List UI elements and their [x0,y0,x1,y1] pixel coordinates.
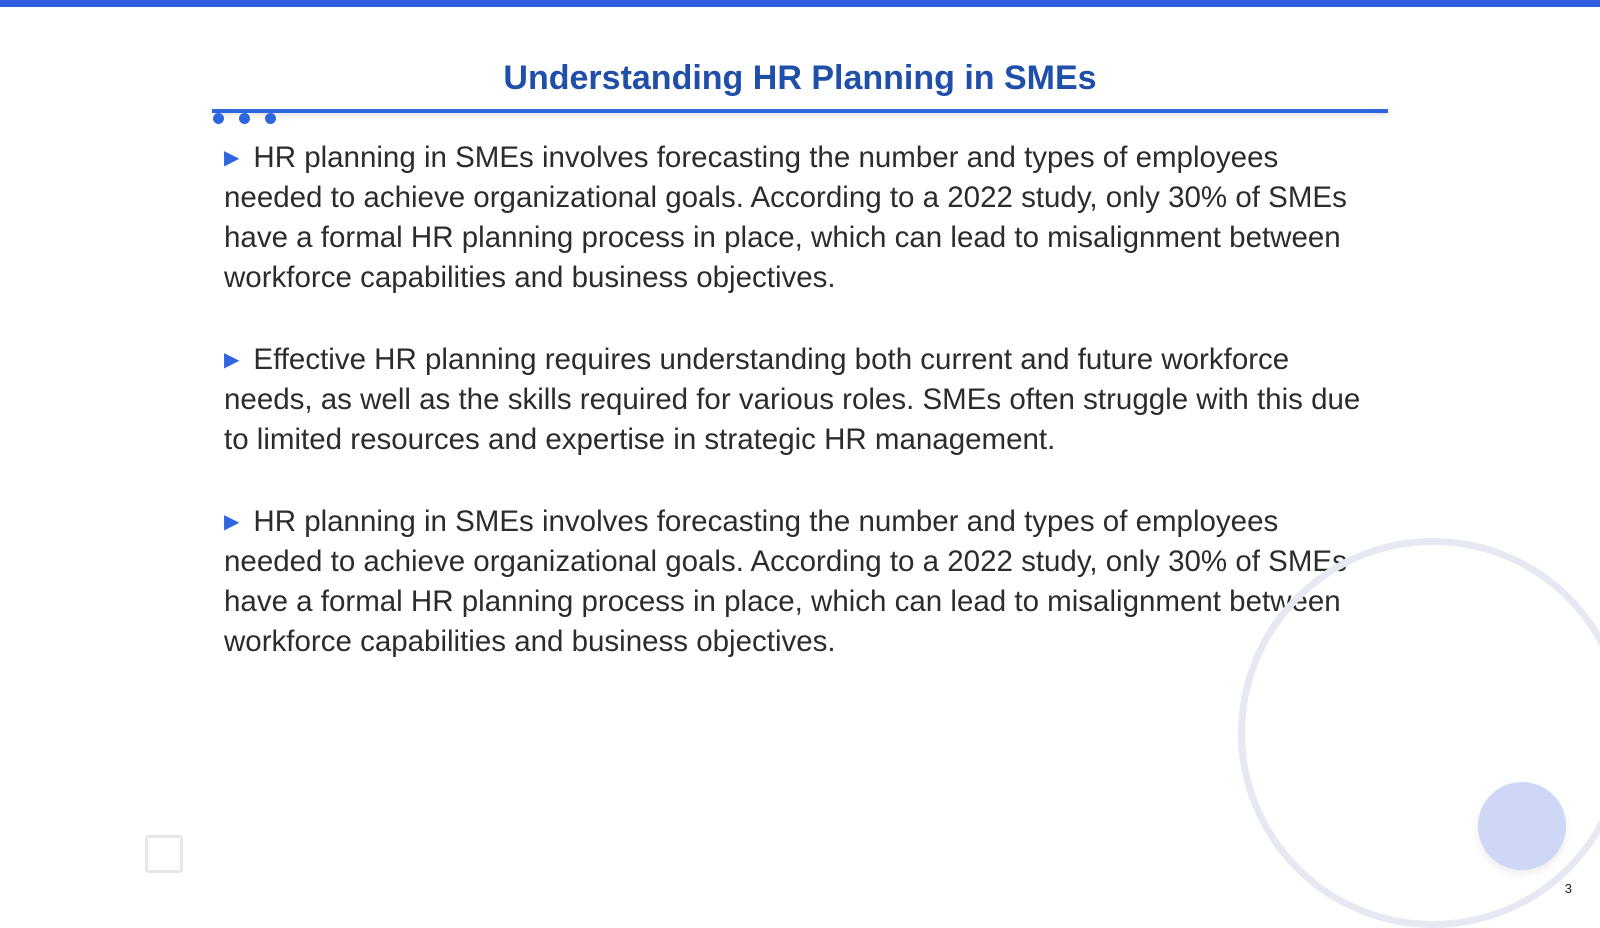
decorative-ring [1238,538,1600,928]
underline-dot-3 [265,113,276,124]
bullet-arrow-icon: ▶ [224,147,240,169]
underline-dot-2 [239,113,250,124]
bullet-item [224,138,1384,298]
bullet-text: HR planning in SMEs involves forecasting the number and types of employees needed to achieve organizational goals. According to a 2022 study, only 30% of SMEs have a formal HR planning process in place, which can lead to misalignment between workforce capabilities and business objectives. [224,141,1347,294]
underline-dot-1 [213,113,224,124]
bullet-arrow-icon: ▶ [224,511,240,533]
bullet-arrow-icon: ▶ [224,349,240,371]
bullet-item [224,340,1384,460]
bullet-text: Effective HR planning requires understanding both current and future workforce needs, as well as the skills required for various roles. SMEs often struggle with this due to limited resources and expertise in strategic HR management. [224,343,1361,456]
bullet-list [224,138,1384,704]
top-accent-bar [0,0,1600,7]
decorative-square [145,835,183,873]
bullet-item [224,502,1384,662]
title-underline [212,109,1388,113]
page-number: 3 [1564,881,1572,896]
decorative-circle [1478,782,1566,870]
bullet-text: HR planning in SMEs involves forecasting the number and types of employees needed to achieve organizational goals. According to a 2022 study, only 30% of SMEs have a formal HR planning process in place, which can lead to misalignment between workforce capabilities and business objectives. [224,505,1347,658]
slide-title: Understanding HR Planning in SMEs [503,59,1097,97]
